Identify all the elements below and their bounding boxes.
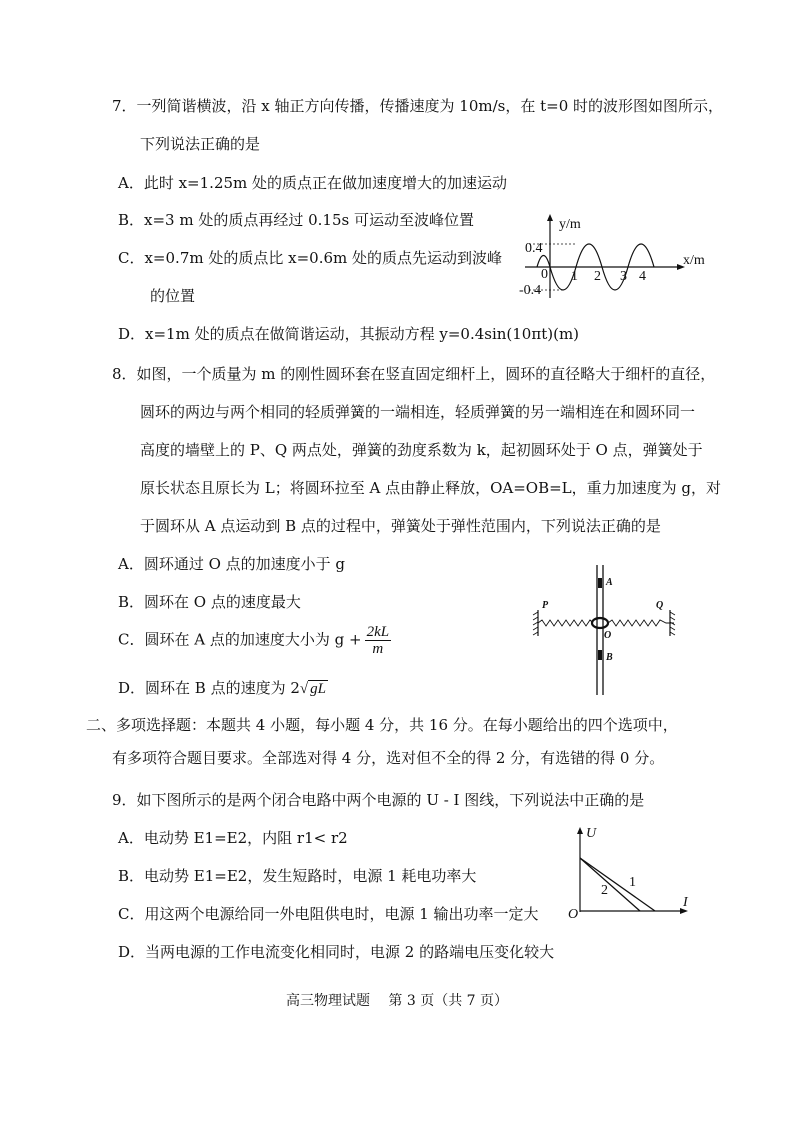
q7-option-a: A．此时 x=1.25m 处的质点正在做加速度增大的加速运动 [118,174,508,192]
x-tick-1: 1 [571,269,578,284]
x-tick-2: 2 [594,269,601,284]
fraction-numerator: 2kL [366,624,390,640]
q7-option-d: D．x=1m 处的质点在做简谐运动，其振动方程 y=0.4sin(10πt)(m) [118,325,580,343]
fraction-2kl-over-m [365,624,392,657]
label-o: O [604,630,612,641]
fraction-denominator: m [372,641,384,657]
q8-stem-line3: 高度的墙壁上的 P、Q 两点处，弹簧的劲度系数为 k，起初圆环处于 O 点，弹簧处于 [140,441,703,459]
line-1-label: 1 [629,875,636,890]
q9-option-d: D．当两电源的工作电流变化相同时，电源 2 的路端电压变化较大 [118,943,555,961]
section2-instructions-line1: 二、多项选择题：本题共 4 小题，每小题 4 分，共 16 分。在每小题给出的四个选项中， [86,716,678,734]
q9-option-a: A．电动势 E1=E2，内阻 r1< r2 [118,829,348,847]
right-spring [608,620,674,626]
origin-label: 0 [541,267,548,282]
sqrt-radicand: gL [310,681,326,697]
u-axis-arrow [577,827,583,834]
label-a: A [606,577,613,588]
q8-option-d-text: D．圆环在 B 点的速度为 2 [118,679,300,697]
q9-stem: 9．如下图所示的是两个闭合电路中两个电源的 U - I 图线，下列说法中正确的是 [112,791,645,809]
q7-option-b: B．x=3 m 处的质点再经过 0.15s 可运动至波峰位置 [118,211,474,229]
u-axis-label: U [586,826,597,841]
y-tick-neg: -0.4 [519,283,542,298]
q8-option-d [118,678,328,699]
x-axis-label: x/m [683,253,705,268]
q8-stem-line4: 原长状态且原长为 L；将圆环拉至 A 点由静止释放，OA=OB=L，重力加速度为 g，对 [140,479,722,497]
q7-stem-line1: 7．一列简谐横波，沿 x 轴正方向传播，传播速度为 10m/s，在 t=0 时的波形图如图所示， [112,97,724,115]
label-p: P [542,600,549,611]
page-footer: 高三物理试题 第 3 页（共 7 页） [285,993,509,1009]
label-b: B [606,652,613,663]
y-tick-pos: 0.4 [525,241,543,256]
line-1 [580,858,655,911]
q9-option-c: C．用这两个电源给同一外电阻供电时，电源 1 输出功率一定大 [118,905,539,923]
y-axis-arrow [547,214,553,221]
u-i-graph-figure [565,822,705,922]
right-wall-hatch [670,612,675,635]
x-tick-3: 3 [620,269,627,284]
point-a-marker [598,578,602,588]
q8-stem-line2: 圆环的两边与两个相同的轻质弹簧的一端相连，轻质弹簧的另一端相连在和圆环同一 [140,403,696,421]
line-2-label: 2 [601,883,608,898]
origin-label: O [568,907,579,922]
label-q: Q [656,600,664,611]
q8-option-c [118,624,391,657]
ring [592,618,608,628]
section2-instructions-line2: 有多项符合题目要求。全部选对得 4 分，选对但不全的得 2 分，有选错的得 0 分。 [112,749,665,767]
q7-option-c-cont: 的位置 [150,287,196,305]
i-axis-label: I [683,895,688,910]
left-wall-hatch [533,612,538,635]
x-tick-4: 4 [639,269,646,284]
left-spring [538,620,593,626]
q8-stem-line5: 于圆环从 A 点运动到 B 点的过程中，弹簧处于弹性范围内，下列说法正确的是 [140,517,661,535]
q8-option-c-text: C．圆环在 A 点的加速度大小为 g + [118,630,362,649]
q7-stem-line2: 下列说法正确的是 [140,135,261,153]
point-b-marker [598,650,602,660]
q7-option-c: C．x=0.7m 处的质点比 x=0.6m 处的质点先运动到波峰 [118,249,502,267]
q8-stem-line1: 8．如图，一个质量为 m 的刚性圆环套在竖直固定细杆上，圆环的直径略大于细杆的直径， [112,365,716,383]
wave-graph-figure [515,210,715,310]
q8-option-a: A．圆环通过 O 点的加速度小于 g [118,555,346,573]
q8-option-b: B．圆环在 O 点的速度最大 [118,593,301,611]
sqrt-gl: √ gL [299,681,326,697]
ring-spring-figure [530,560,690,700]
y-axis-label: y/m [559,217,581,232]
q9-option-b: B．电动势 E1=E2，发生短路时，电源 1 耗电功率大 [118,867,477,885]
